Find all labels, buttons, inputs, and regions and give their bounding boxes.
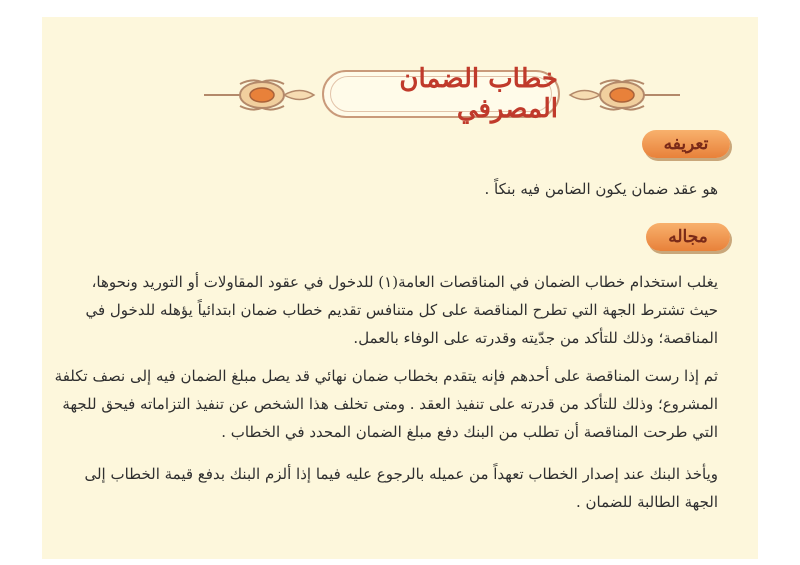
left-ornament-icon: [200, 76, 318, 114]
paragraph-line: ثم إذا رست المناقصة على أحدهم فإنه يتقدم بخطاب ضمان نهائي قد يصل مبلغ الضمان فيه إلى نصف تكلفة: [54, 367, 718, 385]
scope-heading: مجاله: [668, 227, 708, 247]
document-page: [42, 17, 758, 559]
scope-paragraph-2: [38, 367, 718, 457]
scope-paragraph-1: [58, 273, 718, 363]
paragraph-line: المشروع؛ وذلك للتأكد من قدرته على تنفيذ العقد . ومتى تخلف هذا الشخص عن تنفيذ التزاماته فيحق للجهة: [62, 395, 718, 413]
paragraph-line: الجهة الطالبة للضمان .: [575, 493, 718, 511]
definition-heading: تعريفه: [663, 134, 709, 154]
definition-heading-badge: [642, 130, 730, 158]
paragraph-line: المناقصة؛ وذلك للتأكد من جدّيته وقدرته على الوفاء بالعمل.: [353, 329, 718, 347]
right-ornament-icon: [566, 76, 684, 114]
definition-text: هو عقد ضمان يكون الضامن فيه بنكاً .: [484, 180, 718, 198]
page-title: خطاب الضمان المصرفي: [399, 64, 558, 124]
scope-heading-badge: [646, 223, 730, 251]
scope-paragraph-3: [38, 465, 718, 525]
title-frame: [322, 64, 560, 124]
title-banner: [42, 64, 758, 124]
paragraph-line: ويأخذ البنك عند إصدار الخطاب تعهداً من عميله بالرجوع عليه فيما إذا ألزم البنك بدفع قيمة الخطاب إلى: [84, 465, 718, 483]
paragraph-line: يغلب استخدام خطاب الضمان في المناقصات العامة(١) للدخول في عقود المقاولات أو التوريد ونحوها،: [91, 273, 718, 291]
paragraph-line: حيث تشترط الجهة التي تطرح المناقصة على كل متنافس تقديم خطاب ضمان ابتدائياً يؤهله للدخول في: [85, 301, 718, 319]
paragraph-line: التي طرحت المناقصة أن تطلب من البنك دفع مبلغ الضمان المحدد في الخطاب .: [221, 423, 718, 441]
